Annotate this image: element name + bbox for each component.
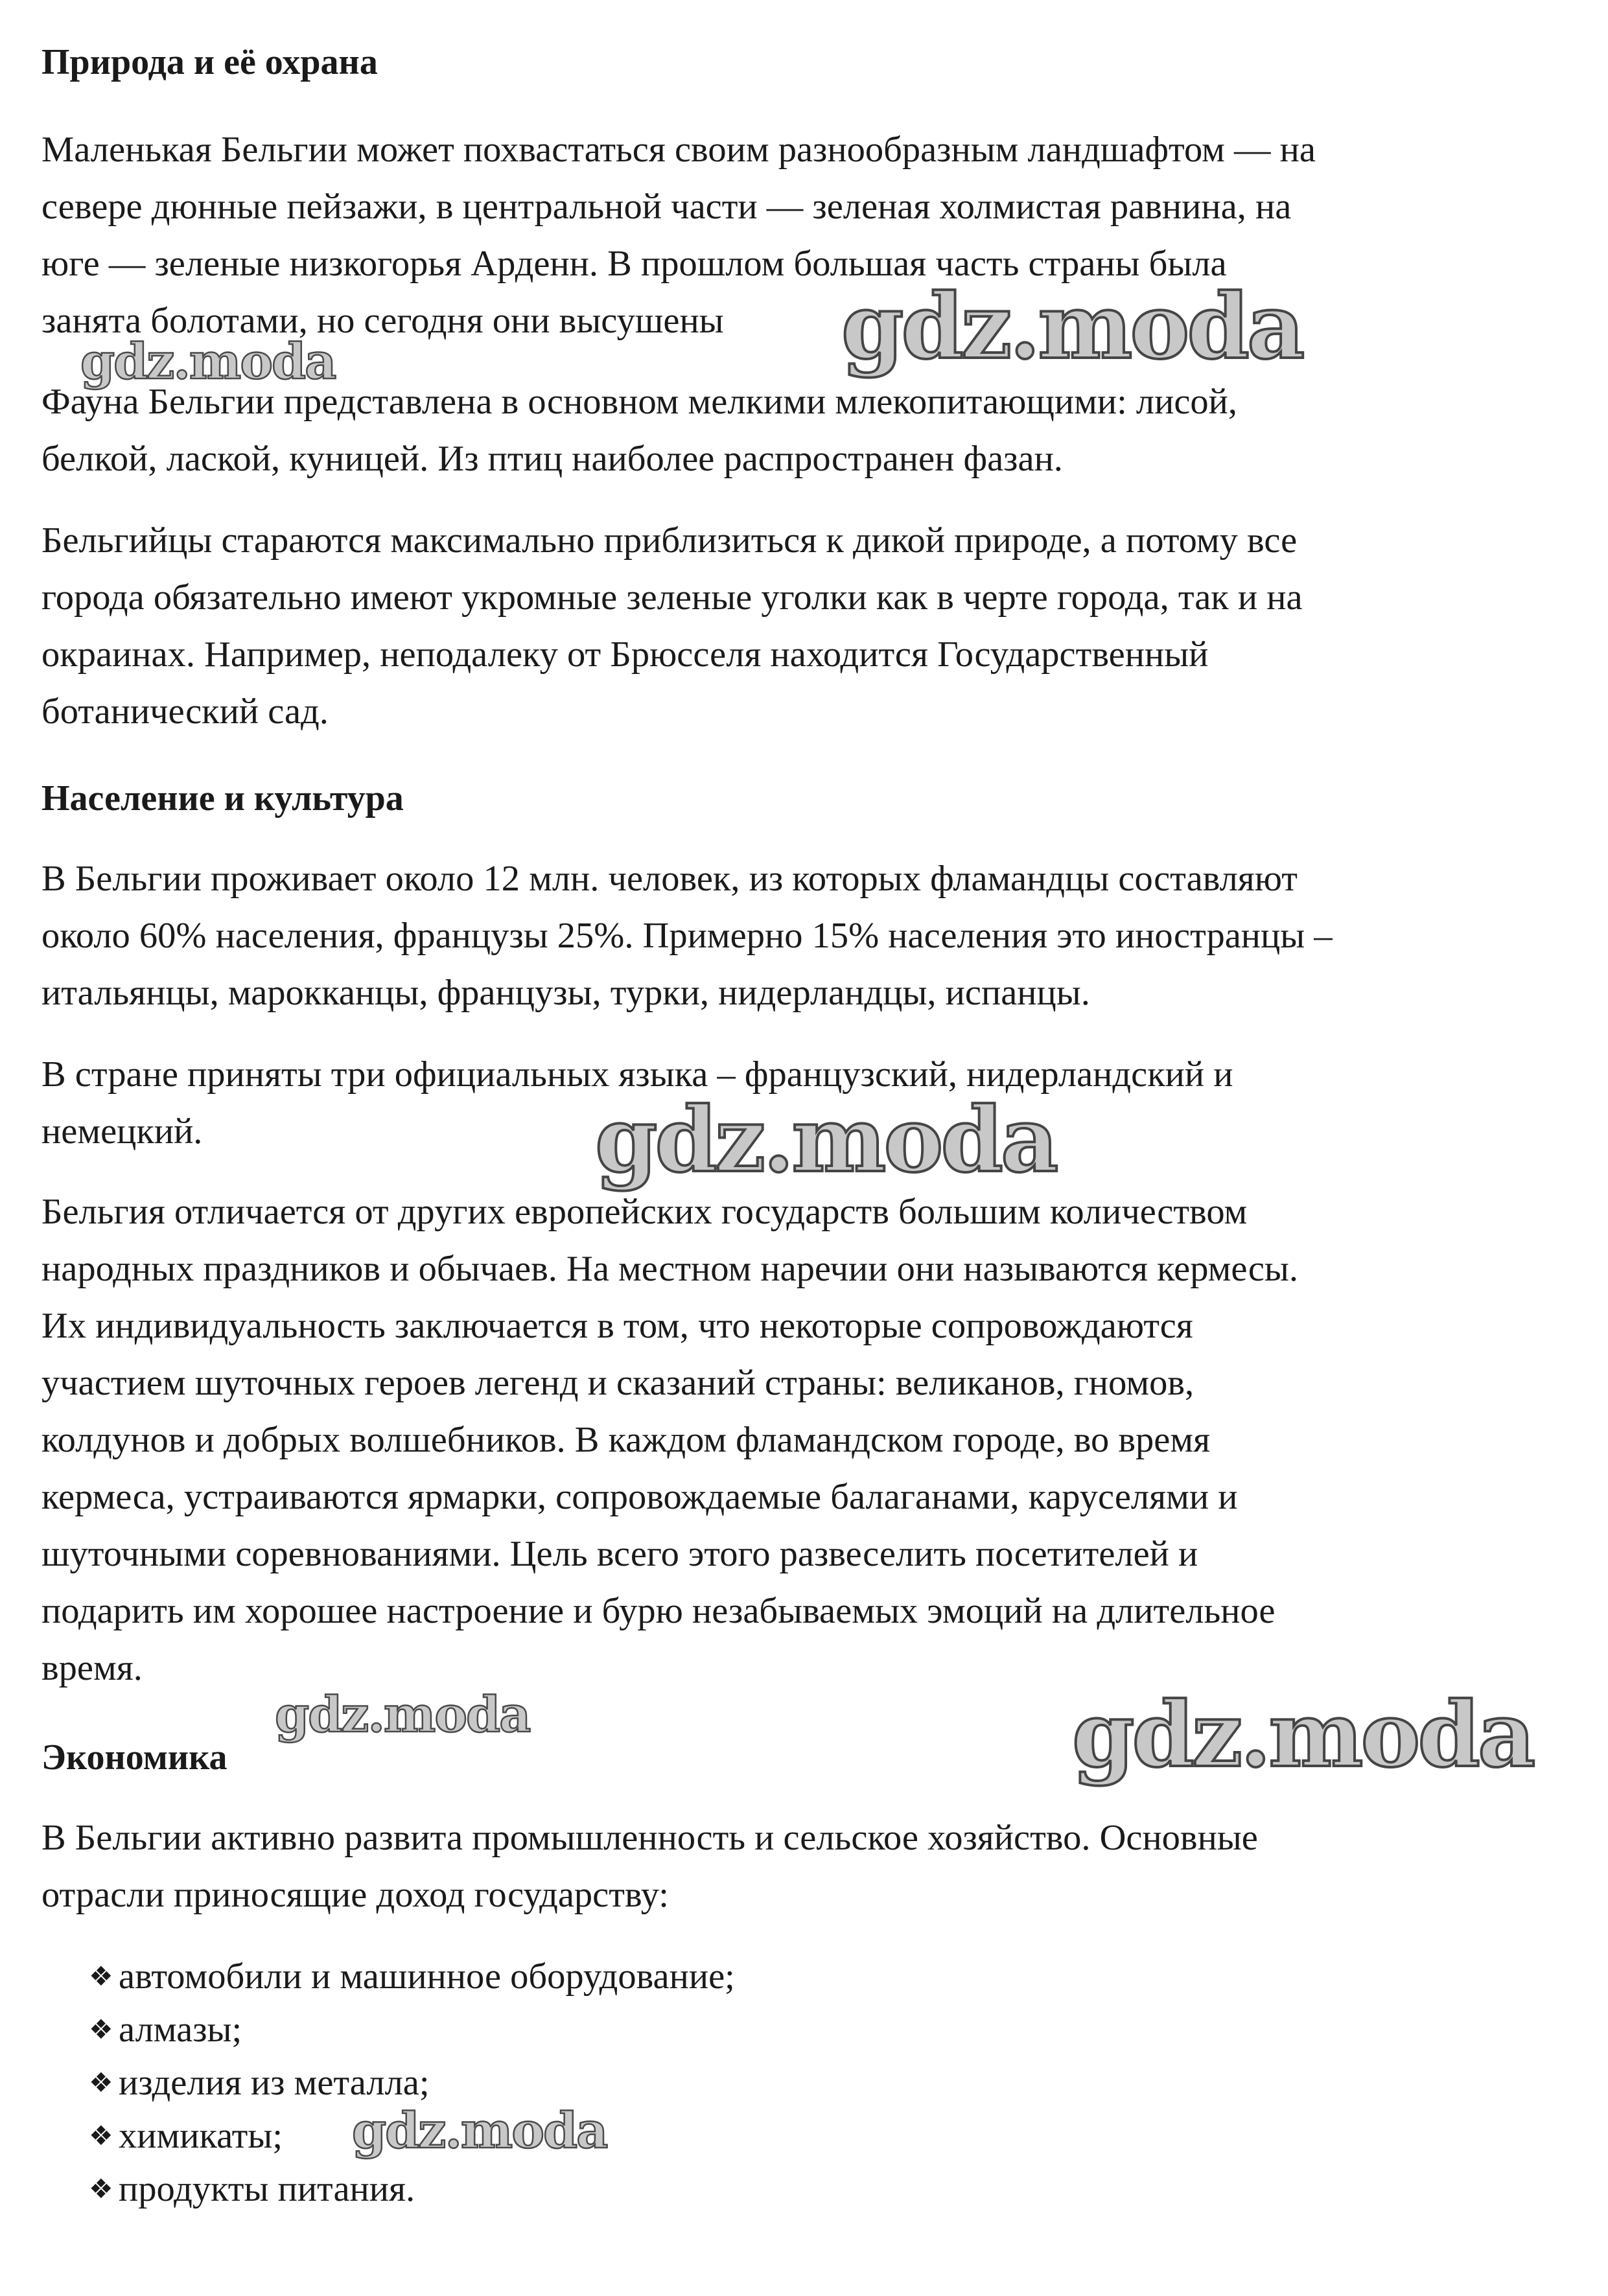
diamond-bullet-icon: ❖	[89, 2069, 113, 2098]
paragraph-line: белкой, лаской, куницей. Из птиц наиболее распространен фазан.	[41, 439, 1063, 479]
paragraph-line: кермеса, устраиваются ярмарки, сопровождаемые балаганами, каруселями и	[41, 1477, 1238, 1517]
diamond-bullet-icon: ❖	[89, 2122, 113, 2151]
paragraph-line: Бельгия отличается от других европейских государств большим количеством	[41, 1192, 1248, 1232]
paragraph-line: колдунов и добрых волшебников. В каждом фламандском городе, во время	[41, 1420, 1211, 1460]
bullet-item	[89, 2065, 430, 2102]
paragraph-line: города обязательно имеют укромные зеленые уголки как в черте города, так и на	[41, 577, 1303, 618]
paragraph-line: народных праздников и обычаев. На местном наречии они называются кермесы.	[41, 1249, 1298, 1289]
paragraph-line: немецкий.	[41, 1111, 203, 1152]
paragraph-line: шуточными соревнованиями. Цель всего этого развеселить посетителей и	[41, 1534, 1198, 1574]
paragraph-line: занята болотами, но сегодня они высушены	[41, 301, 724, 341]
diamond-bullet-icon: ❖	[89, 1962, 113, 1992]
watermark-logo: gdz.moda	[80, 332, 336, 390]
watermark-logo: gdz.moda	[1072, 1682, 1533, 1787]
paragraph-line: севере дюнные пейзажи, в центральной части — зеленая холмистая равнина, на	[41, 187, 1292, 227]
paragraph-line: В Бельгии проживает около 12 млн. человек, из которых фламандцы составляют	[41, 859, 1298, 899]
section-heading-population: Население и культура	[41, 778, 404, 818]
paragraph-line: участием шуточных героев легенд и сказаний страны: великанов, гномов,	[41, 1363, 1194, 1403]
paragraph-line: юге — зеленые низкогорья Арденн. В прошлом большая часть страны была	[41, 244, 1227, 284]
paragraph-line: Маленькая Бельгии может похвастаться своим разнообразным ландшафтом — на	[41, 130, 1316, 170]
paragraph-line: подарить им хорошее настроение и бурю незабываемых эмоций на длительное	[41, 1591, 1276, 1631]
diamond-bullet-icon: ❖	[89, 2175, 113, 2205]
paragraph-line: В стране приняты три официальных языка – французский, нидерландский и	[41, 1054, 1233, 1095]
bullet-item	[89, 1958, 735, 1995]
paragraph-line: около 60% населения, французы 25%. Примерно 15% населения это иностранцы –	[41, 916, 1333, 956]
bullet-item	[89, 2012, 242, 2048]
bullet-item	[89, 2171, 415, 2208]
bullet-text: алмазы;	[119, 2010, 242, 2050]
diamond-bullet-icon: ❖	[89, 2015, 113, 2045]
bullet-item	[89, 2118, 283, 2155]
bullet-text: продукты питания.	[119, 2169, 415, 2209]
section-heading-economy: Экономика	[41, 1737, 227, 1778]
paragraph-line: итальянцы, марокканцы, французы, турки, нидерландцы, испанцы.	[41, 973, 1090, 1013]
watermark-logo: gdz.moda	[352, 2102, 607, 2159]
paragraph-line: В Бельгии активно развита промышленность и сельское хозяйство. Основные	[41, 1818, 1258, 1858]
bullet-text: химикаты;	[119, 2116, 283, 2156]
paragraph-line: Их индивидуальность заключается в том, что некоторые сопровождаются	[41, 1306, 1193, 1346]
bullet-text: изделия из металла;	[119, 2063, 430, 2103]
paragraph-line: ботанический сад.	[41, 691, 329, 732]
watermark-logo: gdz.moda	[275, 1686, 530, 1743]
paragraph-line: Бельгийцы стараются максимально приблизиться к дикой природе, а потому все	[41, 520, 1298, 561]
bullet-text: автомобили и машинное оборудование;	[119, 1956, 735, 1997]
watermark-logo: gdz.moda	[841, 273, 1303, 379]
paragraph-line: отрасли приносящие доход государству:	[41, 1875, 669, 1915]
paragraph-line: время.	[41, 1648, 143, 1688]
section-heading-nature: Природа и её охрана	[41, 42, 378, 82]
paragraph-line: окраинах. Например, неподалеку от Брюсселя находится Государственный	[41, 634, 1209, 675]
paragraph-line: Фауна Бельгии представлена в основном мелкими млекопитающими: лисой,	[41, 382, 1238, 422]
watermark-logo: gdz.moda	[595, 1087, 1056, 1192]
